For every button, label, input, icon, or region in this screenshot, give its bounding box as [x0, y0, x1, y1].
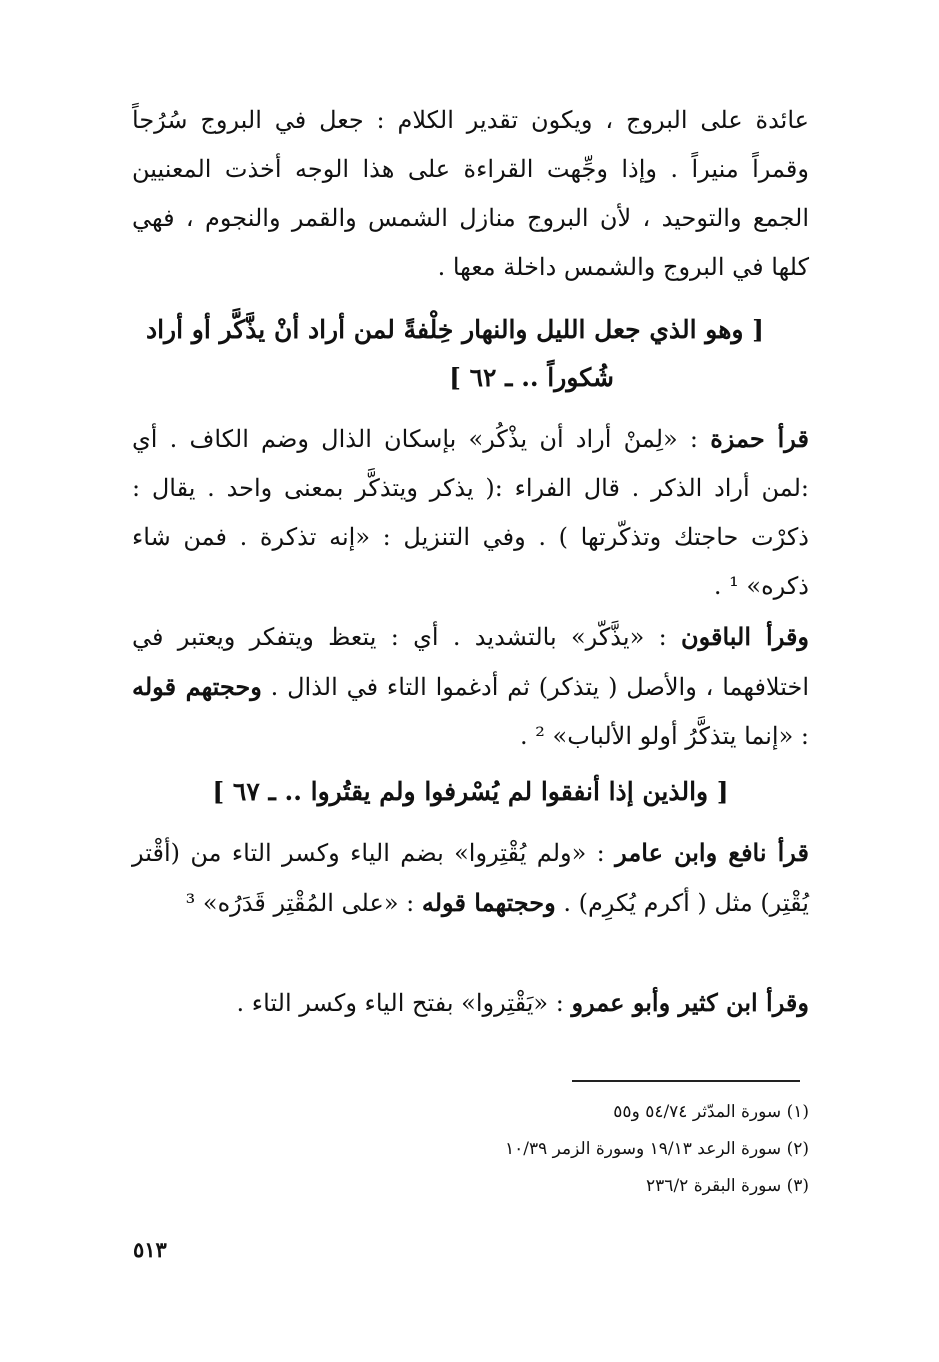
footnote-1: (١) سورة المدّثر ٥٤/٧٤ و٥٥ [613, 1102, 809, 1122]
paragraph-2 [132, 414, 809, 611]
reader-ibn-kathir-abu-amr: وقرأ ابن كثير وأبو عمرو [571, 988, 809, 1017]
paragraph-3-evidence: وحجتهم قوله [132, 672, 262, 701]
page-number: ٥١٣ [133, 1237, 167, 1262]
reader-others: وقرأ الباقون [680, 622, 810, 651]
paragraph-5-text: : «يَقْتِروا» بفتح الياء وكسر التاء . [236, 989, 572, 1017]
paragraph-4-evidence: وحجتهما قوله [421, 888, 556, 917]
paragraph-3-text-b: : «إنما يتذكَّرُ أولو الألباب» ² . [520, 722, 809, 750]
paragraph-3-text-a: : «يذَّكّر» بالتشديد . أي : يتعظ ويتفكر ويعتبر في اختلافهما ، والأصل ( يتذكر) ثم أدغموا التاء في الذال . [132, 623, 809, 701]
paragraph-1 [132, 96, 809, 292]
verse-62 [132, 306, 764, 402]
paragraph-5 [132, 978, 809, 1028]
footnotes [409, 1094, 809, 1205]
paragraph-4-text-b: : «على المُقْتِر قَدَرُه» ³ [185, 889, 422, 917]
paragraph-4-text-a: : «ولم يُقْتِروا» بضم الياء وكسر التاء من (أقْتر يُقْتِر) مثل ( أكرم يُكرِم) . [132, 839, 809, 917]
paragraph-4 [132, 828, 809, 928]
paragraph-3 [132, 612, 809, 761]
paragraph-1-text: عائدة على البروج ، ويكون تقدير الكلام : جعل في البروج سُرُجاً وقمراً منيراً . وإذا وجِّهت القراءة على هذا الوجه أخذت المعنيين الجمع والتوحيد ، لأن البروج منازل الشمس والقمر والنجوم ، فهي كلها في البروج والشمس داخلة معها . [132, 106, 809, 281]
verse-62-line-1: [ وهو الذي جعل الليل والنهار خِلْفةً لمن أراد أنْ يذَّكَّر أو أراد [145, 315, 764, 344]
verse-67 [132, 768, 809, 816]
reader-hamza: قرأ حمزة [710, 424, 810, 453]
verse-67-text: [ والذين إذا أنفقوا لم يُسْرفوا ولم يقتُروا .. ـ ٦٧ ] [212, 777, 729, 806]
footnote-3: (٣) سورة البقرة ٢٣٦/٢ [646, 1176, 809, 1196]
footnote-divider [572, 1080, 800, 1082]
verse-62-line-2: شُكوراً .. ـ ٦٢ ] [449, 363, 614, 392]
paragraph-2-text: : «لِمنْ أراد أن يذْكُر» بإسكان الذال وضم الكاف . أي :لمن أراد الذكر . قال الفراء :( يذكر ويتذكَّر بمعنى واحد . يقال : ذكرْت حاجتك وتذكّرتها ) . وفي التنزيل : «إنه تذكرة . فمن شاء ذكره» ¹ . [132, 425, 809, 600]
reader-nafi-ibn-amir: قرأ نافع وابن عامر [615, 838, 810, 867]
footnote-2: (٢) سورة الرعد ١٩/١٣ وسورة الزمر ١٠/٣٩ [505, 1139, 809, 1159]
